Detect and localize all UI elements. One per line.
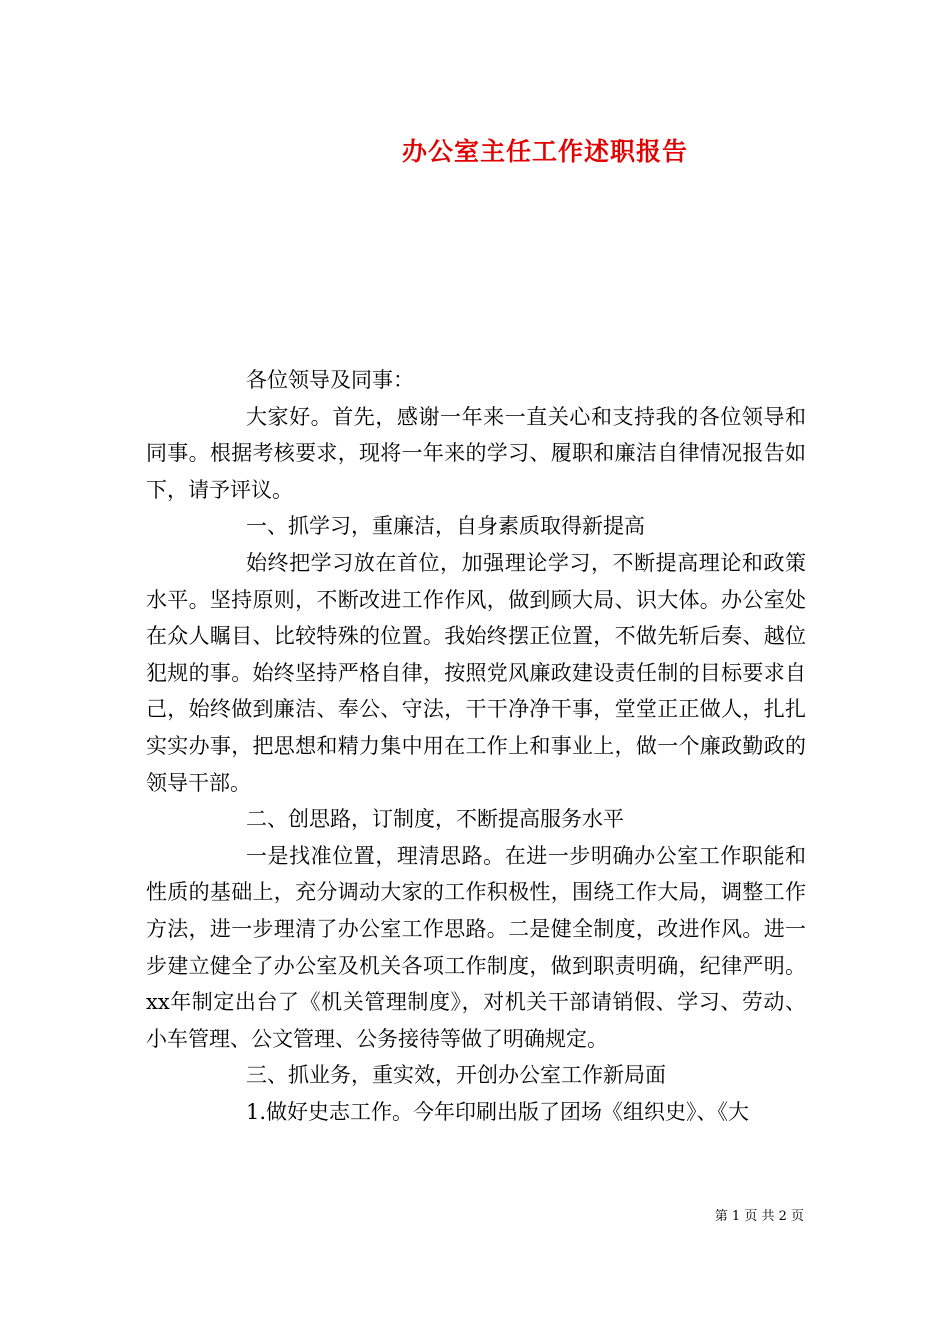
paragraph-section-3-item-1: 1.做好史志工作。今年印刷出版了团场《组织史》、《大 [246,1099,750,1124]
paragraph-salutation: 各位领导及同事： [246,368,414,392]
paragraph-intro: 大家好。首先，感谢一年来一直关心和支持我的各位领导和同事。根据考核要求，现将一年来的学习、履职和廉洁自律情况报告如下，请予评议。 [146,404,806,502]
section-heading-2: 二、创思路，订制度，不断提高服务水平 [246,807,624,832]
paragraph-section-1: 始终把学习放在首位，加强理论学习，不断提高理论和政策水平。坚持原则，不断改进工作作风，做到顾大局、识大体。办公室处在众人瞩目、比较特殊的位置。我始终摆正位置，不做先斩后奏、越位犯规的事。始终坚持严格自律，按照党风廉政建设责任制的目标要求自己，始终做到廉洁、奉公、守法，干干净净干事，堂堂正正做人，扎扎实实办事，把思想和精力集中用在工作上和事业上，做一个廉政勤政的领导干部。 [146,550,806,795]
section-heading-3: 三、抓业务，重实效，开创办公室工作新局面 [246,1063,666,1088]
document-title: 办公室主任工作述职报告 [401,137,688,166]
page-number-footer: 第 1 页 共 2 页 [714,1209,804,1224]
document-body [146,362,806,1130]
section-heading-1: 一、抓学习，重廉洁，自身素质取得新提高 [246,514,645,539]
paragraph-section-2: 一是找准位置，理清思路。在进一步明确办公室工作职能和性质的基础上，充分调动大家的工作积极性，围绕工作大局，调整工作方法，进一步理清了办公室工作思路。二是健全制度，改进作风。进一步建立健全了办公室及机关各项工作制度，做到职责明确，纪律严明。xx年制定出台了《机关管理制度》，对机关干部请销假、学习、劳动、小车管理、公文管理、公务接待等做了明确规定。 [146,843,806,1051]
